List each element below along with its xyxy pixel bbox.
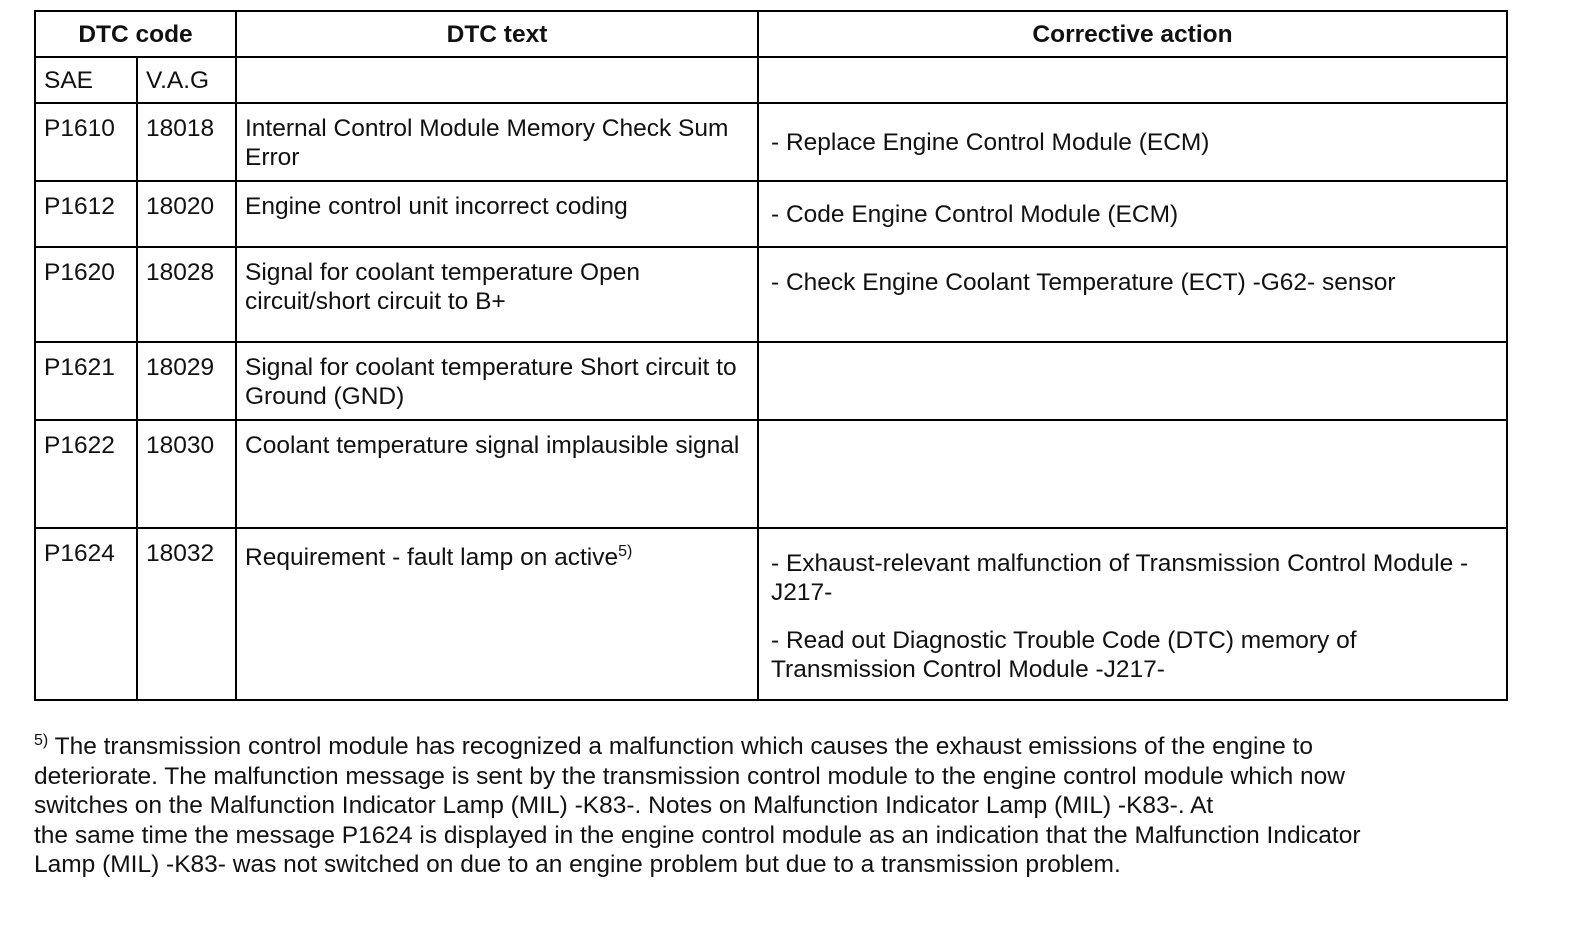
dtc-text-content: Coolant temperature signal implausible signal <box>245 432 740 459</box>
dtc-text-content: Signal for coolant temperature Open circuit/short circuit to B+ <box>245 259 640 315</box>
subheader-row <box>35 57 1507 103</box>
corrective-action-empty <box>758 420 1507 528</box>
vag-code: 18018 <box>137 103 236 181</box>
table-row <box>35 181 1507 247</box>
sae-code: P1622 <box>35 420 137 528</box>
header-dtc-code: DTC code <box>35 11 236 57</box>
dtc-text-content: Requirement - fault lamp on active <box>245 544 619 571</box>
sae-code: P1621 <box>35 342 137 420</box>
table-row <box>35 103 1507 181</box>
footnote <box>34 732 1494 880</box>
footnote-line: switches on the Malfunction Indicator Lamp (MIL) -K83-. Notes on Malfunction Indicator Lamp (MIL) -K83-. At <box>34 792 1214 819</box>
header-dtc-text: DTC text <box>236 11 758 57</box>
footnote-reference: 5) <box>618 543 633 560</box>
subheader-empty-text <box>236 57 758 103</box>
dtc-table <box>34 10 1508 701</box>
footnote-line: Lamp (MIL) -K83- was not switched on due to an engine problem but due to a transmission problem. <box>34 851 1121 878</box>
vag-code: 18029 <box>137 342 236 420</box>
dtc-text-content: Engine control unit incorrect coding <box>245 193 628 220</box>
footnote-marker: 5) <box>34 732 49 749</box>
subheader-sae: SAE <box>35 57 137 103</box>
header-row <box>35 11 1507 57</box>
action-item: - Code Engine Control Module (ECM) <box>771 200 1179 228</box>
corrective-action <box>758 181 1507 247</box>
action-item: - Read out Diagnostic Trouble Code (DTC) memory of Transmission Control Module -J217- <box>771 627 1357 683</box>
vag-code: 18028 <box>137 247 236 342</box>
footnote-line: the same time the message P1624 is displayed in the engine control module as an indication that the Malfunction Indicator <box>34 821 1361 849</box>
corrective-action <box>758 528 1507 700</box>
sae-code: P1610 <box>35 103 137 181</box>
action-item: - Check Engine Coolant Temperature (ECT) -G62- sensor <box>771 269 1396 296</box>
corrective-action-empty <box>758 342 1507 420</box>
sae-code: P1612 <box>35 181 137 247</box>
vag-code: 18032 <box>137 528 236 700</box>
dtc-text-content: Internal Control Module Memory Check Sum Error <box>245 115 729 171</box>
dtc-text-content: Signal for coolant temperature Short circuit to Ground (GND) <box>245 354 737 410</box>
dtc-text <box>236 181 758 247</box>
table-row <box>35 247 1507 342</box>
header-corrective-action: Corrective action <box>758 11 1507 57</box>
table-row <box>35 528 1507 700</box>
vag-code: 18020 <box>137 181 236 247</box>
dtc-text <box>236 247 758 342</box>
footnote-line: deteriorate. The malfunction message is sent by the transmission control module to the engine control module which now <box>34 762 1346 790</box>
footnote-text: The transmission control module has recognized a malfunction which causes the exhaust emissions of the engine to <box>48 733 1313 760</box>
dtc-text <box>236 342 758 420</box>
subheader-vag: V.A.G <box>137 57 236 103</box>
footnote-line <box>34 732 1494 762</box>
table-row <box>35 420 1507 528</box>
subheader-empty-action <box>758 57 1507 103</box>
corrective-action <box>758 103 1507 181</box>
action-item: - Replace Engine Control Module (ECM) <box>771 128 1210 156</box>
dtc-text <box>236 528 758 700</box>
dtc-text <box>236 103 758 181</box>
action-item: - Exhaust-relevant malfunction of Transmission Control Module -J217- <box>771 550 1469 606</box>
table-row <box>35 342 1507 420</box>
corrective-action <box>758 247 1507 342</box>
vag-code: 18030 <box>137 420 236 528</box>
dtc-text <box>236 420 758 528</box>
sae-code: P1620 <box>35 247 137 342</box>
sae-code: P1624 <box>35 528 137 700</box>
